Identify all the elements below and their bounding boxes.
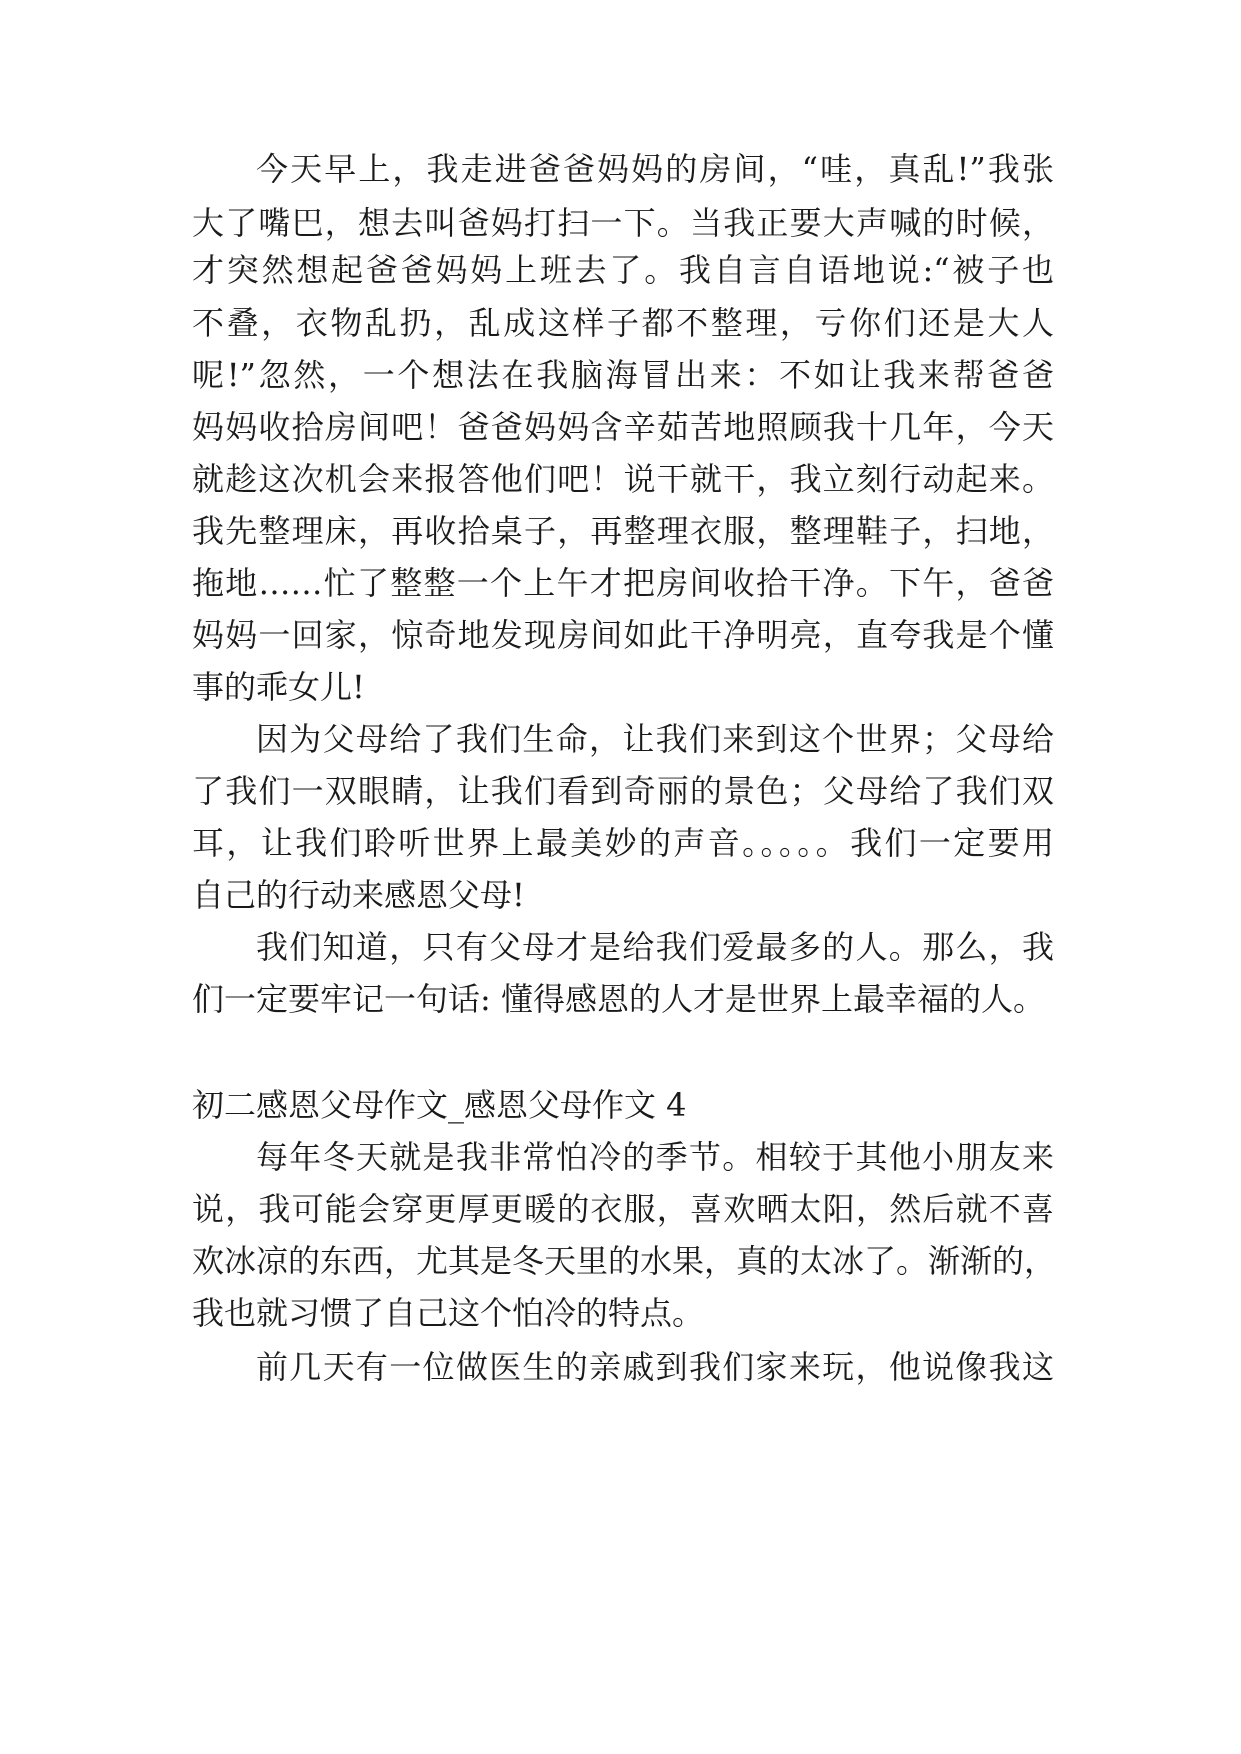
paragraph-line: 说，我可能会穿更厚更暖的衣服，喜欢晒太阳，然后就不喜: [192, 1190, 1054, 1228]
paragraph-line: 事的乖女儿!: [192, 668, 365, 706]
paragraph-line: 耳，让我们聆听世界上最美妙的声音。。。。。我们一定要用: [192, 824, 1054, 862]
paragraph-line: 每年冬天就是我非常怕冷的季节。相较于其他小朋友来: [256, 1138, 1054, 1176]
paragraph-line: 我也就习惯了自己这个怕冷的特点。: [192, 1294, 705, 1332]
paragraph-line: 欢冰凉的东西，尤其是冬天里的水果，真的太冰了。渐渐的，: [192, 1242, 1057, 1280]
paragraph-line: 因为父母给了我们生命，让我们来到这个世界；父母给: [256, 720, 1054, 758]
paragraph-line: 就趁这次机会来报答他们吧！说干就干，我立刻行动起来。: [192, 460, 1054, 498]
paragraph-line: 大了嘴巴，想去叫爸妈打扫一下。当我正要大声喊的时候，: [192, 204, 1054, 242]
paragraph-line: 今天早上，我走进爸爸妈妈的房间，“哇，真乱!”我张: [256, 150, 1054, 188]
article-heading: 初二感恩父母作文_感恩父母作文 4: [192, 1086, 687, 1124]
paragraph-line: 呢!”忽然，一个想法在我脑海冒出来：不如让我来帮爸爸: [192, 356, 1054, 394]
paragraph-line: 自己的行动来感恩父母!: [192, 876, 525, 914]
paragraph-line: 妈妈收拾房间吧！爸爸妈妈含辛茹苦地照顾我十几年，今天: [192, 408, 1054, 446]
paragraph-line: 妈妈一回家，惊奇地发现房间如此干净明亮，直夸我是个懂: [192, 616, 1054, 654]
paragraph-line: 拖地……忙了整整一个上午才把房间收拾干净。下午，爸爸: [192, 564, 1054, 602]
paragraph-line: 不叠，衣物乱扔，乱成这样子都不整理，亏你们还是大人: [192, 304, 1054, 342]
paragraph-line: 我们知道，只有父母才是给我们爱最多的人。那么，我: [256, 928, 1054, 966]
paragraph-line: 们一定要牢记一句话: 懂得感恩的人才是世界上最幸福的人。: [192, 980, 1045, 1018]
paragraph-line: 了我们一双眼睛，让我们看到奇丽的景色；父母给了我们双: [192, 772, 1054, 810]
paragraph-line: 才突然想起爸爸妈妈上班去了。我自言自语地说:“被子也: [192, 251, 1054, 289]
paragraph-line: 前几天有一位做医生的亲戚到我们家来玩，他说像我这: [256, 1348, 1054, 1386]
paragraph-line: 我先整理床，再收拾桌子，再整理衣服，整理鞋子，扫地，: [192, 512, 1054, 550]
